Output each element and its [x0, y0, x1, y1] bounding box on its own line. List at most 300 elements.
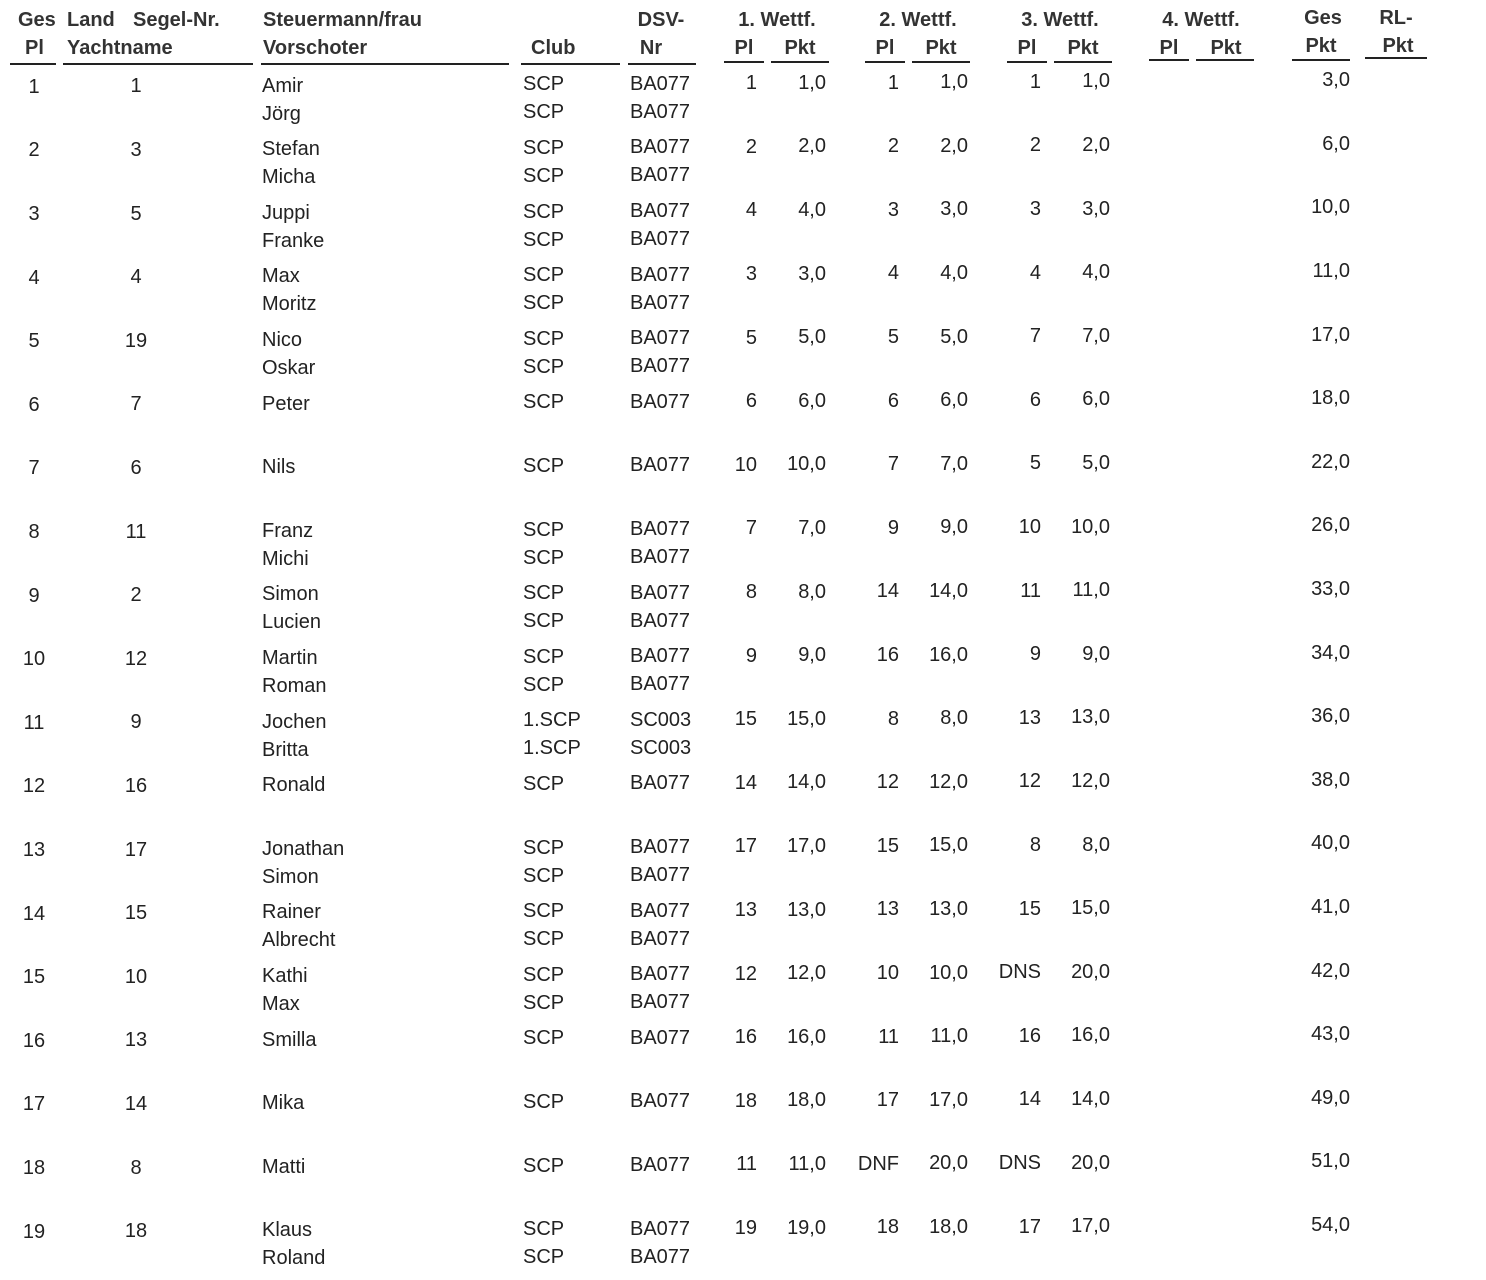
sail-number: 12: [124, 647, 148, 670]
header-race-4: 4. Wettf.: [1162, 9, 1240, 31]
dsv-number: BA077: [630, 100, 691, 123]
club: SCP: [523, 454, 565, 477]
race-1-place: 7: [745, 517, 757, 540]
header-segel-nr: Segel-Nr.: [133, 9, 220, 31]
dsv-number: BA077: [630, 609, 691, 632]
race-2-place: 17: [876, 1089, 899, 1112]
sail-number: 5: [130, 202, 142, 225]
club: SCP: [523, 1154, 565, 1177]
race-2-place: DNF: [857, 1152, 899, 1175]
total-points: 40,0: [1311, 832, 1350, 855]
crew-name: Jörg: [262, 102, 301, 125]
race-2-place: 11: [878, 1025, 899, 1048]
total-points: 26,0: [1311, 514, 1350, 537]
race-3-place: 3: [1029, 197, 1041, 220]
race-3-points: 6,0: [1082, 388, 1110, 411]
dsv-number: BA077: [630, 1090, 691, 1113]
dsv-number: BA077: [630, 836, 691, 859]
race-3-points: 16,0: [1071, 1024, 1110, 1047]
sail-number: 1: [130, 75, 142, 98]
total-points: 49,0: [1311, 1086, 1350, 1109]
race-2-points: 18,0: [929, 1215, 968, 1238]
race-3-place: 13: [1018, 706, 1041, 729]
dsv-number: BA077: [630, 200, 691, 223]
race-3-place: 4: [1029, 261, 1041, 284]
total-points: 3,0: [1322, 69, 1350, 92]
dsv-number: BA077: [630, 518, 691, 541]
club: SCP: [523, 73, 565, 96]
club: SCP: [523, 546, 565, 569]
race-1-place: 9: [745, 644, 757, 667]
race-3-points: 2,0: [1082, 134, 1110, 157]
club: SCP: [523, 228, 565, 251]
race-3-place: 7: [1029, 325, 1041, 348]
race-3-points: 12,0: [1071, 770, 1110, 793]
race-1-place: 18: [734, 1089, 757, 1112]
club: SCP: [523, 963, 565, 986]
header-total-pkt: Pkt: [1305, 35, 1337, 57]
club: SCP: [523, 200, 565, 223]
club: SCP: [523, 1027, 565, 1050]
club: SCP: [523, 101, 565, 124]
club: SCP: [523, 772, 565, 795]
header-rule: [1054, 61, 1112, 63]
total-points: 51,0: [1311, 1150, 1350, 1173]
rank: 4: [28, 266, 40, 289]
crew-name: Franke: [262, 229, 325, 252]
race-3-points: 1,0: [1082, 70, 1110, 93]
header-race-3: 3. Wettf.: [1021, 9, 1099, 31]
race-1-points: 2,0: [798, 135, 826, 158]
race-3-place: 8: [1029, 833, 1041, 856]
race-2-place: 13: [876, 898, 899, 921]
header-rule: [628, 63, 696, 65]
dsv-number: BA077: [630, 899, 691, 922]
sail-number: 14: [124, 1092, 148, 1115]
rank: 12: [22, 775, 46, 798]
dsv-number: BA077: [630, 645, 691, 668]
race-2-points: 20,0: [929, 1152, 968, 1175]
club: SCP: [523, 900, 565, 923]
race-1-points: 14,0: [787, 771, 826, 794]
dsv-number: BA077: [630, 1026, 691, 1049]
total-points: 10,0: [1311, 196, 1350, 219]
crew-name: Britta: [262, 738, 309, 761]
race-3-place: DNS: [998, 1151, 1041, 1174]
club: SCP: [523, 610, 565, 633]
total-points: 54,0: [1311, 1214, 1350, 1237]
race-2-points: 4,0: [940, 261, 968, 284]
dsv-number: BA077: [630, 291, 691, 314]
total-points: 34,0: [1311, 641, 1350, 664]
dsv-number: BA077: [630, 454, 691, 477]
race-1-points: 16,0: [787, 1025, 826, 1048]
dsv-number: BA077: [630, 991, 691, 1014]
rank: 11: [23, 711, 45, 734]
total-points: 42,0: [1311, 959, 1350, 982]
header-total: Ges: [1304, 7, 1342, 29]
race-3-place: DNS: [998, 961, 1041, 984]
helmsman-name: Mika: [262, 1092, 305, 1115]
header-pl: Pl: [25, 37, 44, 59]
rank: 14: [22, 902, 46, 925]
header-rule: [10, 63, 56, 65]
race-1-place: 1: [745, 72, 757, 95]
total-points: 18,0: [1311, 387, 1350, 410]
race-2-points: 13,0: [929, 897, 968, 920]
helmsman-name: Nils: [262, 456, 296, 479]
race-2-points: 12,0: [929, 770, 968, 793]
race-2-place: 10: [876, 961, 899, 984]
header-rule: [771, 61, 829, 63]
race-2-place: 18: [876, 1216, 899, 1239]
crew-name: Michi: [262, 547, 309, 570]
helmsman-name: Amir: [262, 74, 304, 97]
race-2-place: 5: [887, 325, 899, 348]
rank: 18: [22, 1157, 46, 1180]
race-3-points: 20,0: [1071, 960, 1110, 983]
rank: 17: [22, 1093, 46, 1116]
race-2-place: 9: [887, 516, 899, 539]
race-1-points: 18,0: [787, 1089, 826, 1112]
sail-number: 4: [130, 266, 142, 289]
sail-number: 6: [130, 456, 142, 479]
dsv-number: BA077: [630, 1154, 691, 1177]
race-1-points: 8,0: [798, 580, 826, 603]
dsv-number: BA077: [630, 327, 691, 350]
header-race-2-pkt: Pkt: [925, 37, 957, 59]
crew-name: Lucien: [262, 611, 321, 634]
race-1-points: 10,0: [787, 453, 826, 476]
club: SCP: [523, 355, 565, 378]
race-1-place: 5: [745, 326, 757, 349]
race-3-points: 17,0: [1071, 1215, 1110, 1238]
header-rule: [912, 61, 970, 63]
dsv-number: BA077: [630, 581, 691, 604]
helmsman-name: Kathi: [262, 965, 308, 988]
header-steuermann: Steuermann/frau: [263, 9, 422, 31]
race-1-points: 1,0: [798, 71, 826, 94]
crew-name: Moritz: [262, 293, 317, 316]
race-3-points: 4,0: [1082, 261, 1110, 284]
header-rule: [1292, 59, 1350, 61]
race-1-place: 2: [745, 135, 757, 158]
race-1-points: 13,0: [787, 898, 826, 921]
race-3-place: 2: [1029, 134, 1041, 157]
club: SCP: [523, 928, 565, 951]
dsv-number: BA077: [630, 355, 691, 378]
race-2-points: 17,0: [929, 1088, 968, 1111]
race-1-points: 4,0: [798, 199, 826, 222]
club: SCP: [523, 1218, 565, 1241]
rank: 6: [28, 393, 40, 416]
header-rule: [724, 61, 764, 63]
race-1-points: 7,0: [798, 517, 826, 540]
helmsman-name: Juppi: [262, 201, 310, 224]
race-2-points: 7,0: [940, 452, 968, 475]
race-1-place: 13: [734, 899, 757, 921]
race-2-place: 2: [887, 135, 899, 158]
club: SCP: [523, 164, 565, 187]
sail-number: 16: [124, 774, 148, 797]
club: SCP: [523, 136, 565, 159]
dsv-number: BA077: [630, 136, 691, 159]
club: SCP: [523, 264, 565, 287]
crew-name: Simon: [262, 865, 319, 888]
race-1-points: 6,0: [798, 389, 826, 412]
club: SCP: [523, 391, 565, 414]
club: SCP: [523, 1090, 565, 1113]
dsv-number: BA077: [630, 72, 691, 95]
crew-name: Max: [262, 993, 300, 1016]
rank: 1: [28, 75, 40, 98]
rank: 7: [28, 457, 40, 480]
header-rule: [1149, 59, 1189, 61]
helmsman-name: Smilla: [262, 1028, 317, 1051]
race-1-place: 17: [734, 835, 757, 858]
header-rule: [865, 61, 905, 63]
dsv-number: BA077: [630, 963, 691, 986]
race-2-place: 16: [876, 643, 899, 666]
header-rule: [1007, 61, 1047, 63]
club: SCP: [523, 673, 565, 696]
total-points: 33,0: [1311, 578, 1350, 601]
header-race-2: 2. Wettf.: [879, 9, 957, 31]
header-vorschoter: Vorschoter: [263, 37, 368, 59]
header-race-4-pkt: Pkt: [1210, 37, 1242, 59]
race-3-points: 15,0: [1071, 897, 1110, 920]
race-1-place: 14: [734, 771, 757, 794]
race-2-place: 3: [887, 198, 899, 221]
race-2-points: 15,0: [929, 834, 968, 857]
total-points: 6,0: [1322, 132, 1350, 155]
race-3-points: 14,0: [1071, 1088, 1110, 1111]
club: SCP: [523, 327, 565, 350]
race-2-place: 6: [887, 389, 899, 412]
rank: 3: [28, 203, 40, 226]
race-1-place: 3: [745, 263, 757, 285]
header-rl-pkt: Pkt: [1382, 35, 1414, 57]
race-3-place: 16: [1018, 1024, 1041, 1047]
total-points: 22,0: [1311, 450, 1350, 473]
race-1-points: 9,0: [798, 644, 826, 667]
race-3-place: 10: [1018, 515, 1041, 538]
race-1-place: 11: [736, 1153, 757, 1176]
sail-number: 15: [124, 902, 148, 925]
race-3-place: 1: [1029, 70, 1041, 93]
dsv-number: BA077: [630, 164, 691, 187]
dsv-number: BA077: [630, 927, 691, 950]
helmsman-name: Jochen: [262, 710, 327, 733]
helmsman-name: Matti: [262, 1155, 306, 1178]
header-dsv: DSV-: [637, 9, 685, 31]
race-2-place: 14: [876, 580, 899, 603]
header-land: Land: [67, 9, 115, 31]
race-3-points: 9,0: [1082, 642, 1110, 665]
race-1-points: 17,0: [787, 835, 826, 858]
race-1-points: 12,0: [787, 962, 826, 985]
race-1-place: 8: [745, 581, 757, 603]
race-3-place: 15: [1018, 897, 1041, 920]
race-1-place: 6: [745, 390, 757, 413]
helmsman-name: Klaus: [262, 1219, 313, 1242]
race-2-points: 6,0: [940, 389, 968, 412]
header-club: Club: [531, 37, 576, 59]
header-rl: RL-: [1379, 7, 1413, 29]
sail-number: 13: [124, 1029, 148, 1052]
helmsman-name: Franz: [262, 519, 314, 542]
dsv-number: BA077: [630, 673, 691, 696]
race-1-place: 19: [734, 1217, 757, 1239]
dsv-number: BA077: [630, 228, 691, 251]
race-2-points: 1,0: [940, 71, 968, 94]
sail-number: 8: [130, 1156, 142, 1179]
sail-number: 2: [130, 584, 142, 607]
race-1-points: 15,0: [787, 707, 826, 730]
race-3-place: 14: [1018, 1088, 1041, 1111]
dsv-number: BA077: [630, 1245, 691, 1268]
race-3-points: 10,0: [1071, 515, 1110, 538]
club: SCP: [523, 1246, 565, 1269]
rank: 2: [28, 139, 40, 162]
dsv-number: SC003: [630, 736, 692, 759]
race-3-place: 11: [1020, 579, 1041, 602]
race-3-place: 5: [1029, 452, 1041, 475]
dsv-number: BA077: [630, 263, 691, 286]
race-1-points: 19,0: [787, 1216, 826, 1239]
dsv-number: BA077: [630, 546, 691, 569]
race-2-place: 4: [887, 262, 899, 285]
sail-number: 17: [124, 838, 148, 861]
header-rule: [1196, 59, 1254, 61]
race-3-place: 17: [1018, 1215, 1041, 1238]
dsv-number: BA077: [630, 390, 691, 413]
race-1-points: 11,0: [788, 1153, 826, 1176]
crew-name: Oskar: [262, 357, 316, 380]
sail-number: 7: [130, 393, 142, 416]
header-rule: [1365, 57, 1427, 59]
sail-number: 19: [124, 329, 148, 352]
club: SCP: [523, 645, 565, 668]
rank: 8: [28, 521, 40, 544]
race-3-points: 20,0: [1071, 1151, 1110, 1174]
header-rule: [521, 63, 620, 65]
race-3-points: 5,0: [1082, 452, 1110, 475]
dsv-number: BA077: [630, 1217, 691, 1240]
total-points: 11,0: [1312, 260, 1350, 283]
race-2-place: 12: [876, 771, 899, 794]
race-2-points: 14,0: [929, 579, 968, 602]
race-2-place: 7: [887, 453, 899, 476]
header-rule: [63, 63, 253, 65]
club: SCP: [523, 864, 565, 887]
club: SCP: [523, 518, 565, 541]
rank: 15: [22, 966, 46, 989]
total-points: 43,0: [1311, 1023, 1350, 1046]
race-3-points: 3,0: [1082, 197, 1110, 220]
club: SCP: [523, 292, 565, 315]
helmsman-name: Stefan: [262, 138, 320, 161]
rank: 13: [22, 839, 46, 862]
helmsman-name: Rainer: [262, 901, 321, 924]
total-points: 17,0: [1311, 323, 1350, 346]
header-rule: [261, 63, 509, 65]
race-1-place: 12: [734, 962, 757, 985]
race-2-points: 8,0: [940, 707, 968, 730]
header-race-3-pl: Pl: [1017, 37, 1037, 59]
helmsman-name: Nico: [262, 329, 303, 352]
race-2-points: 2,0: [940, 134, 968, 157]
total-points: 41,0: [1311, 896, 1350, 919]
helmsman-name: Martin: [262, 647, 318, 670]
race-3-place: 12: [1018, 770, 1041, 793]
header-race-4-pl: Pl: [1159, 37, 1179, 59]
race-1-place: 16: [734, 1026, 757, 1049]
header-race-2-pl: Pl: [875, 37, 895, 59]
club: SCP: [523, 991, 565, 1014]
club: SCP: [523, 582, 565, 605]
rank: 16: [22, 1029, 46, 1052]
club: SCP: [523, 836, 565, 859]
race-2-place: 8: [887, 707, 899, 730]
race-2-points: 16,0: [929, 643, 968, 666]
race-2-points: 9,0: [940, 516, 968, 539]
sail-number: 3: [130, 138, 142, 161]
helmsman-name: Ronald: [262, 774, 326, 797]
dsv-number: BA077: [630, 864, 691, 887]
race-1-place: 15: [734, 708, 757, 731]
rank: 19: [22, 1220, 46, 1243]
helmsman-name: Peter: [262, 392, 310, 415]
crew-name: Roland: [262, 1247, 326, 1270]
total-points: 38,0: [1311, 768, 1350, 791]
header-race-1-pkt: Pkt: [784, 37, 816, 59]
race-3-points: 8,0: [1082, 833, 1110, 856]
sail-number: 10: [124, 965, 148, 988]
sail-number: 18: [124, 1220, 148, 1243]
rank: 5: [28, 330, 40, 353]
race-1-place: 10: [734, 453, 757, 476]
header-yachtname: Yachtname: [67, 37, 173, 59]
header-race-1-pl: Pl: [734, 37, 754, 59]
race-1-points: 3,0: [798, 262, 826, 285]
dsv-number: BA077: [630, 772, 691, 795]
header-race-1: 1. Wettf.: [738, 9, 816, 31]
crew-name: Albrecht: [262, 929, 336, 952]
sail-number: 11: [125, 520, 147, 543]
race-2-points: 11,0: [930, 1025, 968, 1048]
helmsman-name: Jonathan: [262, 837, 345, 860]
helmsman-name: Simon: [262, 583, 319, 606]
race-2-points: 5,0: [940, 325, 968, 348]
sail-number: 9: [130, 711, 142, 734]
race-2-place: 1: [887, 71, 899, 94]
crew-name: Micha: [262, 166, 316, 189]
race-1-place: 4: [745, 199, 757, 222]
race-2-points: 10,0: [929, 961, 968, 984]
race-3-points: 13,0: [1071, 706, 1110, 729]
club: 1.SCP: [523, 709, 581, 732]
rank: 10: [22, 648, 46, 671]
header-dsv-nr: Nr: [639, 37, 663, 59]
helmsman-name: Max: [262, 265, 300, 288]
header-race-3-pkt: Pkt: [1067, 37, 1099, 59]
race-3-points: 11,0: [1072, 579, 1110, 602]
race-1-points: 5,0: [798, 326, 826, 349]
race-3-points: 7,0: [1082, 324, 1110, 347]
total-points: 36,0: [1311, 705, 1350, 728]
race-2-place: 15: [876, 834, 899, 857]
